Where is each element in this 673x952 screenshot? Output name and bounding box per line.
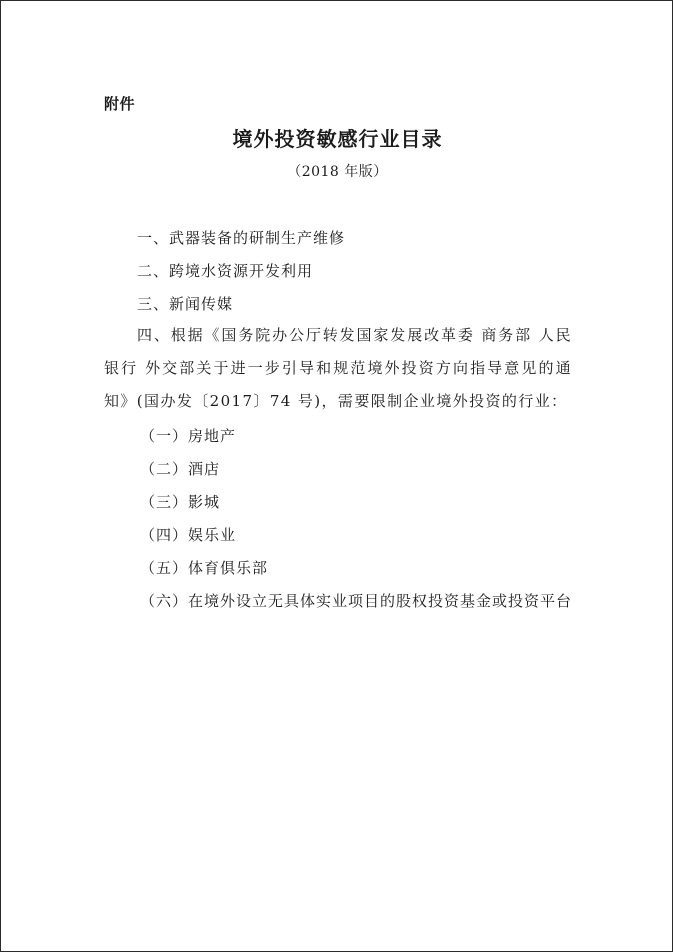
document-subtitle: （2018 年版） [287, 164, 388, 180]
document-title: 境外投资敏感行业目录 [232, 127, 443, 151]
document-body [104, 226, 572, 622]
list-item: 一、武器装备的研制生产维修 [137, 229, 346, 247]
sub-list-item: （三）影城 [140, 493, 221, 511]
sub-list-item: （四）娱乐业 [140, 526, 237, 544]
list-item: 三、新闻传媒 [137, 295, 234, 313]
attachment-label: 附件 [104, 95, 136, 113]
list-item: 二、跨境水资源开发利用 [137, 262, 314, 280]
sub-list-item: （六）在境外设立无具体实业项目的股权投资基金或投资平台 [140, 592, 573, 610]
list-item-paragraph: 四、根据《国务院办公厅转发国家发展改革委 商务部 人民银行 外交部关于进一步引导和规范境外投资方向指导意见的通知》(国办发〔2017〕74 号)，需要限制企业境外投资的行业： [104, 326, 572, 410]
sub-list-item: （二）酒店 [140, 460, 221, 478]
sub-list-item: （一）房地产 [140, 427, 237, 445]
sub-list-item: （五）体育俱乐部 [140, 559, 269, 577]
